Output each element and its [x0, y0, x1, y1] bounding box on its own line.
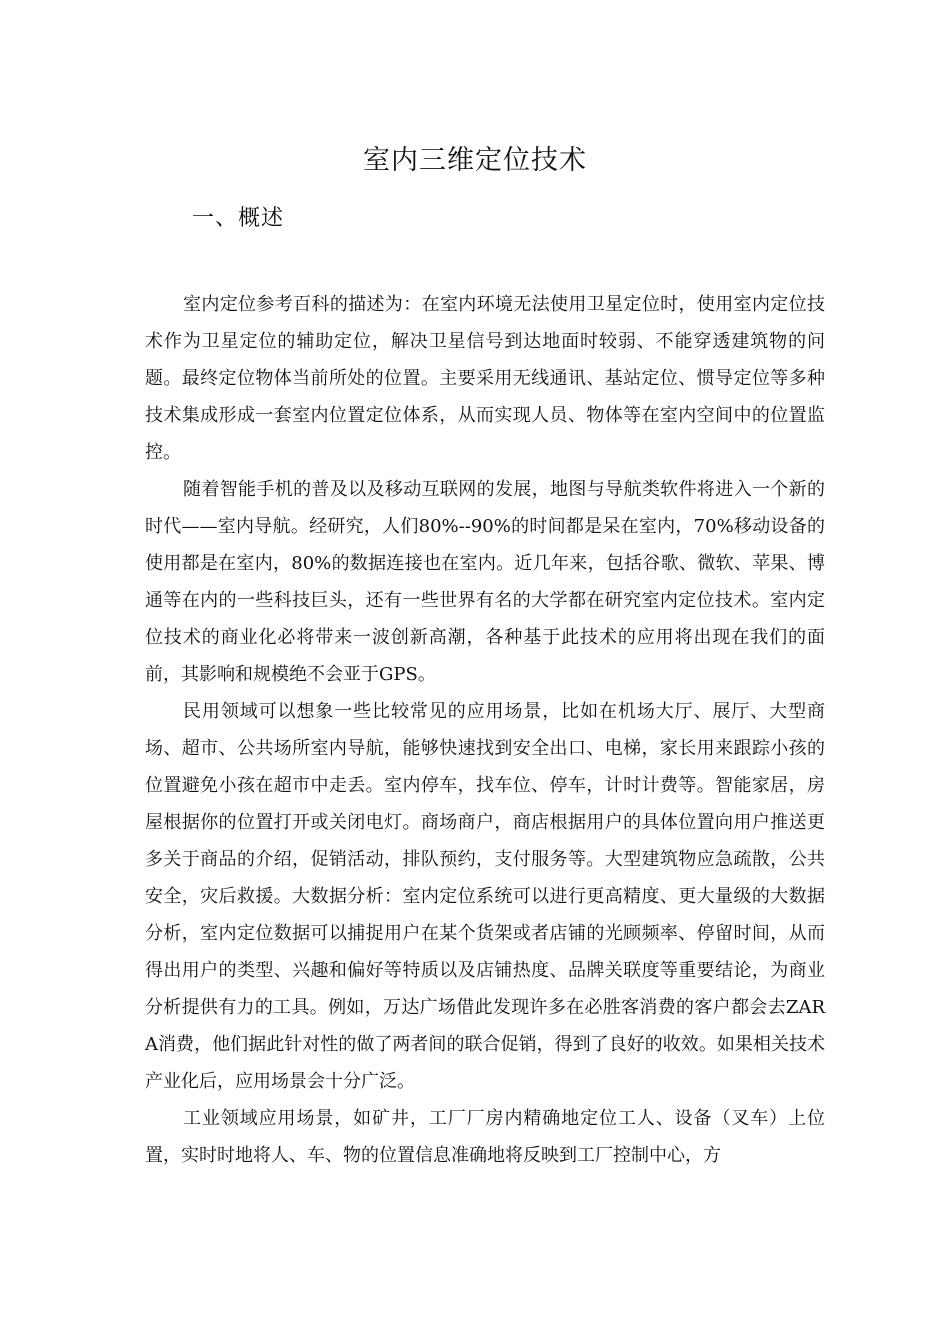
paragraph-3: 民用领域可以想象一些比较常见的应用场景，比如在机场大厅、展厅、大型商场、超市、公共场所室内导航，能够快速找到安全出口、电梯，家长用来跟踪小孩的位置避免小孩在超市中走丢。室内停车，找车位、停车，计时计费等。智能家居，房屋根据你的位置打开或关闭电灯。商场商户，商店根据用户的具体位置向用户推送更多关于商品的介绍，促销活动，排队预约，支付服务等。大型建筑物应急疏散，公共安全，灾后救援。大数据分析：室内定位系统可以进行更高精度、更大量级的大数据分析，室内定位数据可以捕捉用户在某个货架或者店铺的光顾频率、停留时间，从而得出用户的类型、兴趣和偏好等特质以及店铺热度、品牌关联度等重要结论，为商业分析提供有力的工具。例如，万达广场借此发现许多在必胜客消费的客户都会去ZARA消费，他们据此针对性的做了两者间的联合促销，得到了良好的收效。如果相关技术产业化后，应用场景会十分广泛。 — [145, 701, 825, 1092]
body-text — [145, 286, 825, 1174]
paragraph-4: 工业领域应用场景，如矿井，工厂厂房内精确地定位工人、设备（叉车）上位置，实时时地将人、车、物的位置信息准确地将反映到工厂控制中心，方 — [145, 1108, 825, 1166]
section-heading: 一、概述 — [192, 206, 285, 231]
paragraph-1: 室内定位参考百科的描述为：在室内环境无法使用卫星定位时，使用室内定位技术作为卫星定位的辅助定位，解决卫星信号到达地面时较弱、不能穿透建筑物的问题。最终定位物体当前所处的位置。主要采用无线通讯、基站定位、惯导定位等多种技术集成形成一套室内位置定位体系，从而实现人员、物体等在室内空间中的位置监控。 — [145, 294, 825, 463]
paragraph-2: 随着智能手机的普及以及移动互联网的发展，地图与导航类软件将进入一个新的时代——室内导航。经研究，人们80%--90%的时间都是呆在室内，70%移动设备的使用都是在室内，80%的数据连接也在室内。近几年来，包括谷歌、微软、苹果、博通等在内的一些科技巨头，还有一些世界有名的大学都在研究室内定位技术。室内定位技术的商业化必将带来一波创新高潮，各种基于此技术的应用将出现在我们的面前，其影响和规模绝不会亚于GPS。 — [145, 479, 825, 685]
document-title: 室内三维定位技术 — [363, 145, 587, 176]
